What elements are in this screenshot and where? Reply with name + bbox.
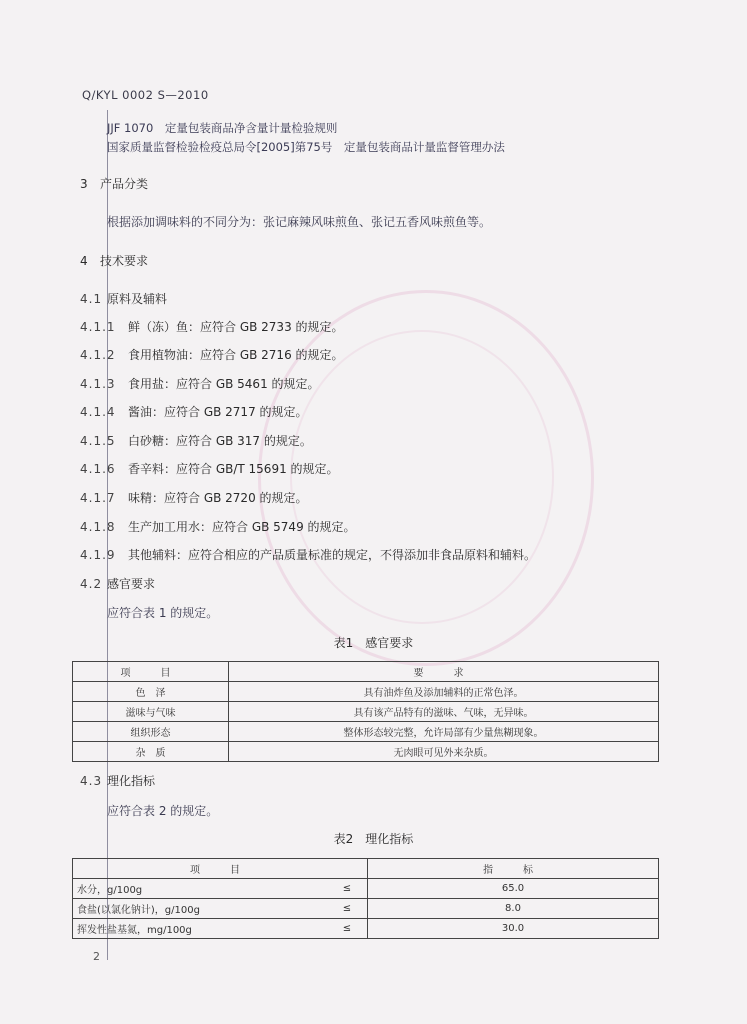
requirement-cell: 无肉眼可见外来杂质。	[229, 742, 659, 762]
value-cell: 65.0	[368, 879, 659, 899]
reference-1: JJF 1070 定量包装商品净含量计量检验规则	[107, 121, 338, 135]
clause-number: 4.1.7	[80, 491, 116, 505]
value-cell: 30.0	[368, 919, 659, 939]
clause-item	[80, 520, 356, 534]
standard-code: Q/KYL 0002 S—2010	[82, 88, 209, 102]
operator-cell: ≤	[327, 919, 368, 939]
clause-text: 其他辅料：应符合相应的产品质量标准的规定，不得添加非食品原料和辅料。	[128, 548, 537, 562]
clause-text: 食用盐：应符合 GB 5461 的规定。	[128, 377, 320, 391]
header-cell: 要 求	[229, 662, 659, 682]
clause-text: 鲜（冻）鱼：应符合 GB 2733 的规定。	[128, 320, 344, 334]
section-title: 理化指标	[107, 774, 156, 788]
table-header-row	[73, 662, 659, 682]
clause-text: 食用植物油：应符合 GB 2716 的规定。	[128, 348, 344, 362]
item-cell: 组织形态	[73, 722, 229, 742]
section-4-3-text: 应符合表 2 的规定。	[107, 804, 219, 818]
physicochemical-table	[72, 858, 659, 939]
section-number: 4.3	[80, 774, 103, 788]
requirement-cell: 具有该产品特有的滋味、气味，无异味。	[229, 702, 659, 722]
clause-text: 香辛料：应符合 GB/T 15691 的规定。	[128, 462, 339, 476]
item-cell: 挥发性盐基氮，mg/100g	[73, 919, 328, 939]
table-row	[73, 702, 659, 722]
section-3-heading	[80, 177, 148, 191]
table-row	[73, 899, 659, 919]
item-cell: 水分，g/100g	[73, 879, 328, 899]
clause-number: 4.1.2	[80, 348, 116, 362]
item-cell: 杂 质	[73, 742, 229, 762]
section-4-2-text: 应符合表 1 的规定。	[107, 606, 219, 620]
clause-number: 4.1.1	[80, 320, 116, 334]
clause-number: 4.1.6	[80, 462, 116, 476]
clause-item	[80, 548, 536, 562]
clause-text: 味精：应符合 GB 2720 的规定。	[128, 491, 308, 505]
header-cell: 项 目	[73, 859, 368, 879]
clause-item	[80, 377, 320, 391]
table-1-caption: 表1 感官要求	[333, 636, 414, 650]
clause-item	[80, 405, 308, 419]
section-3-text: 根据添加调味料的不同分为：张记麻辣风味煎鱼、张记五香风味煎鱼等。	[107, 215, 492, 229]
table-row	[73, 919, 659, 939]
section-title: 产品分类	[100, 177, 149, 191]
section-title: 技术要求	[100, 254, 149, 268]
section-4-heading	[80, 254, 148, 268]
clause-item	[80, 434, 312, 448]
table-row	[73, 682, 659, 702]
section-4-1-heading	[80, 292, 167, 306]
item-cell: 色 泽	[73, 682, 229, 702]
section-4-3-heading	[80, 774, 155, 788]
requirement-cell: 具有油炸鱼及添加辅料的正常色泽。	[229, 682, 659, 702]
item-cell: 食盐(以氯化钠计)，g/100g	[73, 899, 328, 919]
section-number: 4.1	[80, 292, 103, 306]
clause-number: 4.1.4	[80, 405, 116, 419]
sensory-requirements-table	[72, 661, 659, 762]
requirement-cell: 整体形态较完整，允许局部有少量焦糊现象。	[229, 722, 659, 742]
section-number: 4.2	[80, 577, 103, 591]
section-number: 4	[80, 254, 88, 268]
clause-item	[80, 491, 308, 505]
table-row	[73, 742, 659, 762]
header-cell: 项 目	[73, 662, 229, 682]
section-title: 感官要求	[107, 577, 156, 591]
table-2-caption: 表2 理化指标	[333, 832, 414, 846]
seal-stamp-inner	[290, 330, 554, 624]
operator-cell: ≤	[327, 879, 368, 899]
table-row	[73, 879, 659, 899]
value-cell: 8.0	[368, 899, 659, 919]
table-row	[73, 722, 659, 742]
clause-text: 酱油：应符合 GB 2717 的规定。	[128, 405, 308, 419]
section-title: 原料及辅料	[107, 292, 168, 306]
header-cell: 指 标	[368, 859, 659, 879]
reference-2: 国家质量监督检验检疫总局令[2005]第75号 定量包装商品计量监督管理办法	[107, 140, 505, 154]
clause-item	[80, 348, 344, 362]
operator-cell: ≤	[327, 899, 368, 919]
clause-number: 4.1.5	[80, 434, 116, 448]
clause-item	[80, 320, 344, 334]
clause-number: 4.1.9	[80, 548, 116, 562]
clause-text: 白砂糖：应符合 GB 317 的规定。	[128, 434, 312, 448]
section-4-2-heading	[80, 577, 155, 591]
item-cell: 滋味与气味	[73, 702, 229, 722]
clause-text: 生产加工用水：应符合 GB 5749 的规定。	[128, 520, 356, 534]
section-number: 3	[80, 177, 88, 191]
clause-number: 4.1.8	[80, 520, 116, 534]
table-header-row	[73, 859, 659, 879]
page-number: 2	[93, 950, 100, 963]
clause-item	[80, 462, 339, 476]
clause-number: 4.1.3	[80, 377, 116, 391]
